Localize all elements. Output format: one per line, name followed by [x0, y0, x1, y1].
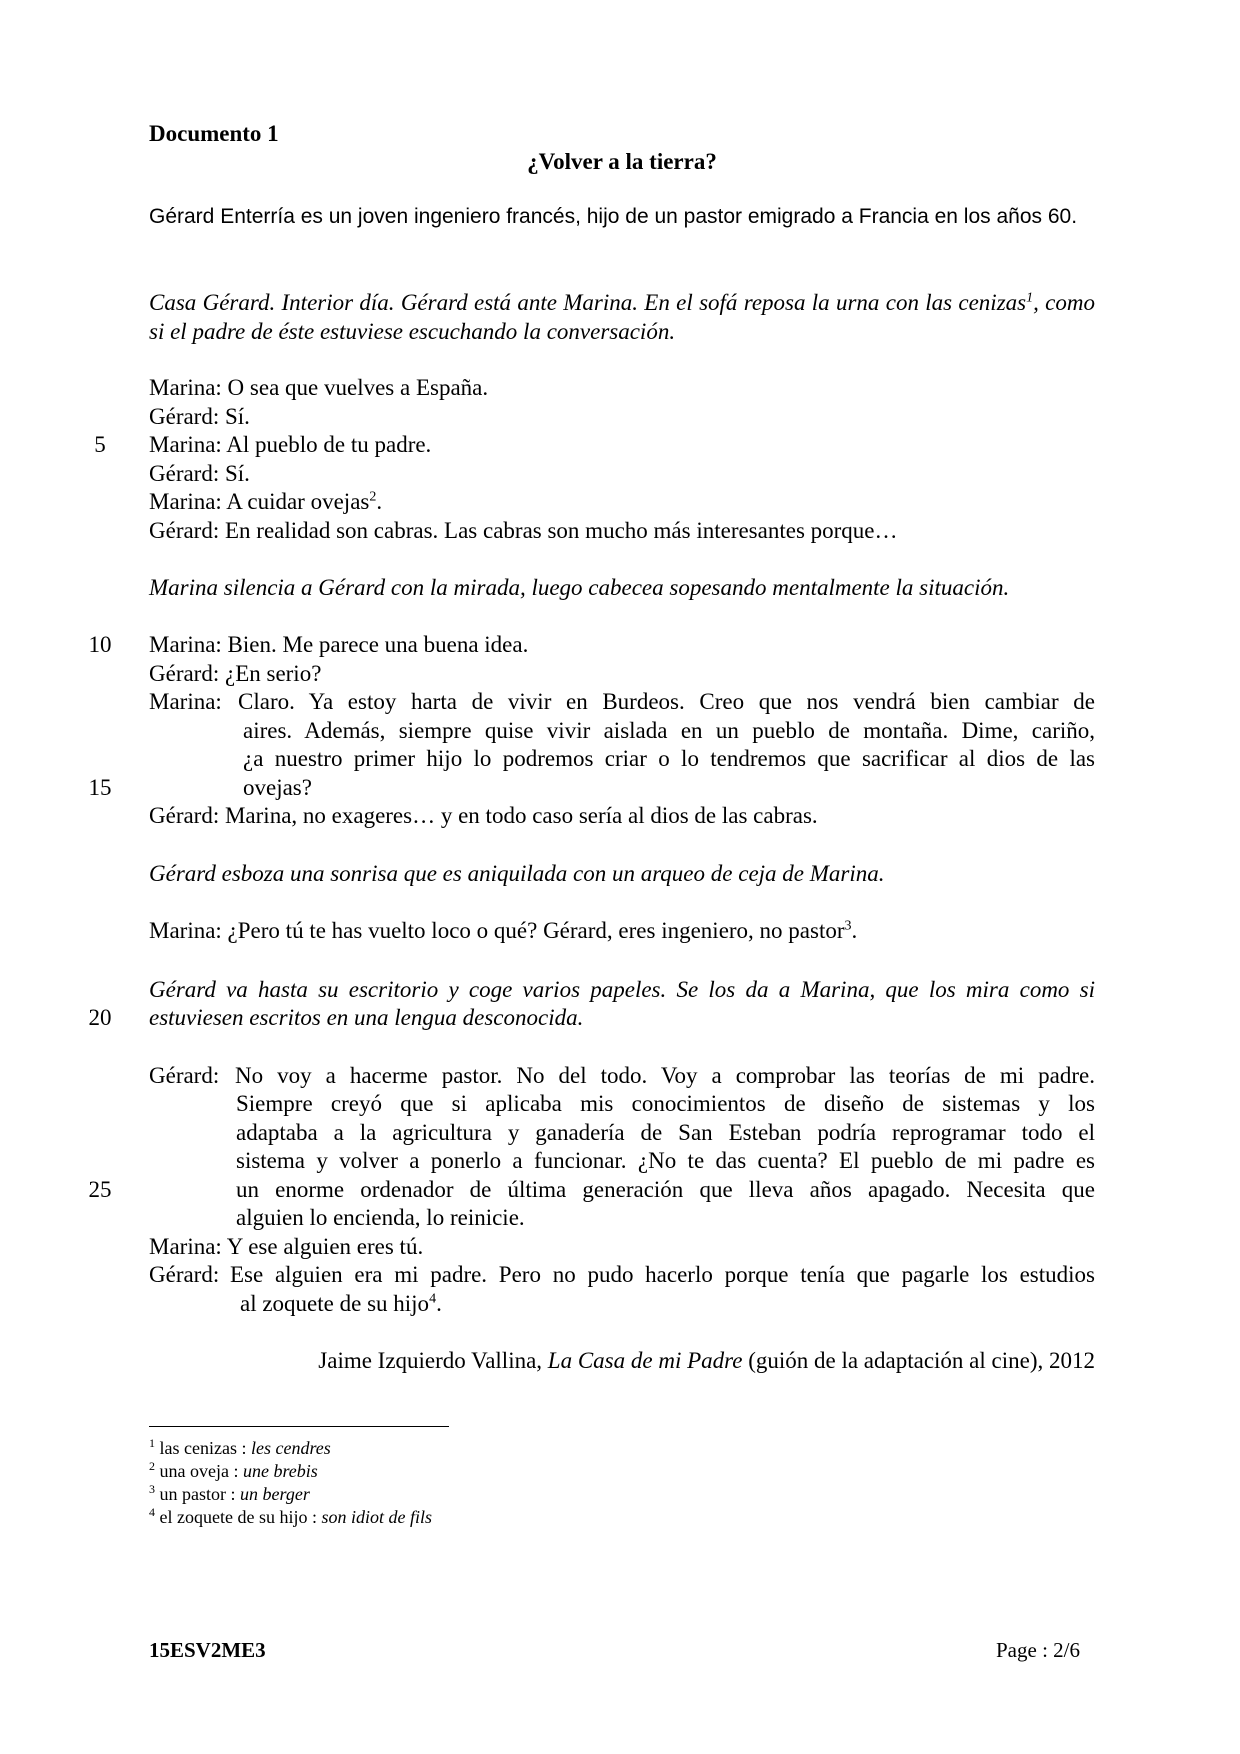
dialogue-ovejas-text: Marina: A cuidar ovejas	[149, 489, 370, 514]
dialogue-line: Gérard: En realidad son cabras. Las cabras son mucho más interesantes porque…	[149, 518, 898, 543]
speaker-label: Gérard:	[149, 1063, 220, 1088]
footnote	[149, 1460, 318, 1483]
footnote-ref-3: 3	[844, 918, 852, 934]
footnote	[149, 1483, 310, 1506]
footnote-term: el zoquete de su hijo :	[159, 1507, 317, 1527]
page-number: Page : 2/6	[996, 1638, 1080, 1662]
line-number-15: 15	[88, 775, 112, 800]
dialogue-line	[149, 487, 1095, 516]
stage-direction-2: Marina silencia a Gérard con la mirada, luego cabecea sopesando mentalmente la situación.	[149, 575, 1010, 600]
dialogue-loco-end: .	[851, 918, 858, 943]
line-number-25: 25	[88, 1177, 112, 1202]
dialogue-text-line: Ese alguien era mi padre. Pero no pudo hacerlo porque tenía que pagarle los estudios	[230, 1262, 1095, 1287]
dialogue-line: Gérard: Sí.	[149, 404, 250, 429]
dialogue-line: Marina: Y ese alguien eres tú.	[149, 1234, 424, 1259]
source-details: (guión de la adaptación al cine), 2012	[748, 1348, 1095, 1373]
footnote-number: 2	[149, 1459, 155, 1473]
dialogue-ovejas-end: .	[376, 489, 383, 514]
dialogue-text-line: aires. Además, siempre quise vivir aislada en un pueblo de montaña. Dime, cariño,	[243, 718, 1095, 743]
dialogue-text-line: adaptaba a la agricultura y ganadería de San Esteban podría reprogramar todo el	[236, 1120, 1095, 1145]
source-citation	[149, 1346, 1095, 1375]
footnote-number: 1	[149, 1436, 155, 1450]
dialogue-text-line: sistema y volver a ponerlo a funcionar. ¿No te das cuenta? El pueblo de mi padre es	[236, 1148, 1095, 1173]
dialogue-line: Marina: Bien. Me parece una buena idea.	[149, 632, 529, 657]
footnote	[149, 1506, 432, 1529]
document-title: ¿Volver a la tierra?	[527, 149, 717, 174]
dialogue-line: Gérard: Marina, no exageres… y en todo caso sería al dios de las cabras.	[149, 803, 818, 828]
footnote-number: 3	[149, 1482, 155, 1496]
stage-1-text-b: , como si el padre de éste estuviese escuchando la conversación.	[149, 290, 1095, 344]
dialogue-line	[149, 916, 1095, 945]
dialogue-loco-text: Marina: ¿Pero tú te has vuelto loco o qué? Gérard, eres ingeniero, no pastor	[149, 918, 845, 943]
dialogue-text-line: Claro. Ya estoy harta de vivir en Burdeos. Creo que nos vendrá bien cambiar de	[238, 689, 1095, 714]
dialogue-line: Marina: O sea que vuelves a España.	[149, 375, 489, 400]
footnote	[149, 1437, 331, 1460]
footnote-divider	[149, 1426, 449, 1427]
dialogue-text-line: No voy a hacerme pastor. No del todo. Voy a comprobar las teorías de mi padre.	[235, 1063, 1095, 1088]
footnote-translation: les cendres	[250, 1438, 331, 1458]
dialogue-text-line: ovejas?	[243, 775, 312, 800]
dialogue-line: Gérard: ¿En serio?	[149, 661, 322, 686]
footnote-term: una oveja :	[159, 1461, 239, 1481]
document-code: 15ESV2ME3	[149, 1638, 266, 1662]
source-work: La Casa de mi Padre	[547, 1348, 743, 1373]
dialogue-zoquete-end: .	[436, 1291, 442, 1316]
footnote-translation: un berger	[240, 1484, 310, 1504]
dialogue-text-line: ¿a nuestro primer hijo lo podremos criar o lo tendremos que sacrificar al dios de las	[243, 746, 1095, 771]
stage-direction-3: Gérard esboza una sonrisa que es aniquilada con un arqueo de ceja de Marina.	[149, 861, 885, 886]
line-number-10: 10	[88, 632, 112, 657]
document-label: Documento 1	[149, 121, 279, 146]
dialogue-text-line: Siempre creyó que si aplicaba mis conocimientos de diseño de sistemas y los	[236, 1091, 1095, 1116]
dialogue-text-line: alguien lo encienda, lo reinicie.	[236, 1205, 525, 1230]
dialogue-text-line: un enorme ordenador de última generación que lleva años apagado. Necesita que	[236, 1177, 1095, 1202]
stage-1-text-a: Casa Gérard. Interior día. Gérard está ante Marina. En el sofá reposa la urna con las cenizas	[149, 290, 1027, 315]
source-author: Jaime Izquierdo Vallina,	[318, 1348, 543, 1373]
footnote-ref-2: 2	[369, 489, 377, 505]
speaker-label: Marina:	[149, 689, 222, 714]
footnote-number: 4	[149, 1505, 155, 1519]
stage-direction-4b: estuviesen escritos en una lengua desconocida.	[149, 1005, 584, 1030]
stage-direction-1	[149, 288, 1095, 346]
footnote-ref-1: 1	[1026, 290, 1034, 306]
dialogue-zoquete-text: al zoquete de su hijo	[240, 1291, 430, 1316]
line-number-5: 5	[94, 432, 106, 457]
dialogue-line: Marina: Al pueblo de tu padre.	[149, 432, 432, 457]
footnote-term: las cenizas :	[159, 1438, 247, 1458]
footnote-ref-4: 4	[429, 1291, 437, 1307]
line-number-20: 20	[88, 1005, 112, 1030]
footnote-term: un pastor :	[159, 1484, 236, 1504]
speaker-label: Gérard:	[149, 1262, 220, 1287]
footnote-translation: une brebis	[242, 1461, 318, 1481]
intro-paragraph: Gérard Enterría es un joven ingeniero francés, hijo de un pastor emigrado a Francia en los años 60.	[149, 205, 1078, 228]
stage-direction-4: Gérard va hasta su escritorio y coge varios papeles. Se los da a Marina, que los mira como si	[149, 977, 1095, 1002]
dialogue-text-line	[240, 1289, 442, 1318]
footnote-translation: son idiot de fils	[321, 1507, 432, 1527]
dialogue-line: Gérard: Sí.	[149, 461, 250, 486]
